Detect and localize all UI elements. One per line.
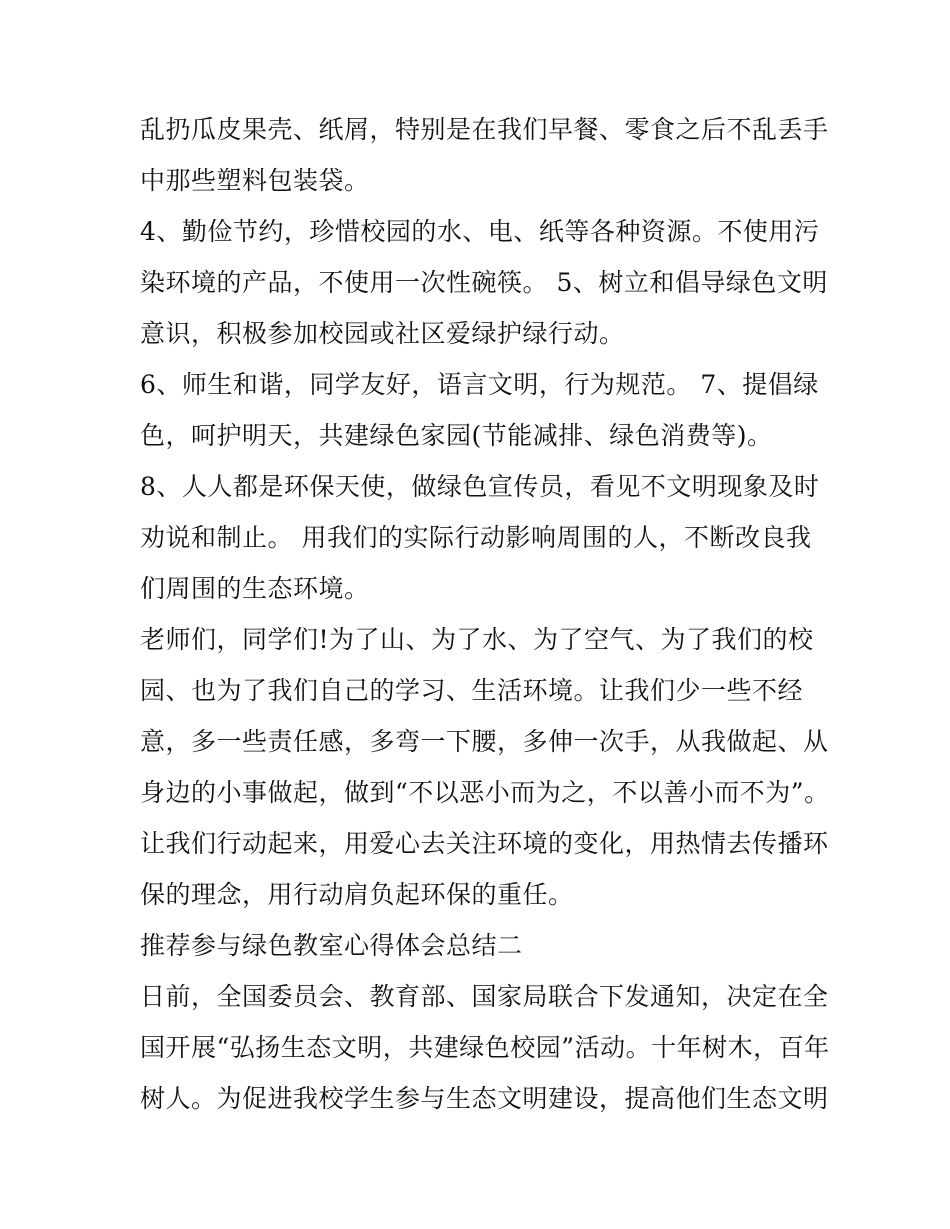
text-line: 中那些塑料包装袋。: [140, 166, 370, 195]
text-line: 6、师生和谐，同学友好，语言文明，行为规范。 7、提倡绿: [140, 370, 819, 399]
text-line: 意，多一些责任感，多弯一下腰，多伸一次手，从我做起、从: [140, 727, 829, 756]
text-line: 树人。为促进我校学生参与生态文明建设，提高他们生态文明: [140, 1084, 829, 1113]
text-line: 日前，全国委员会、教育部、国家局联合下发通知，决定在全: [140, 982, 829, 1011]
text-line: 4、勤俭节约，珍惜校园的水、电、纸等各种资源。不使用污: [140, 217, 820, 246]
text-line: 乱扔瓜皮果壳、纸屑，特别是在我们早餐、零食之后不乱丢手: [140, 115, 829, 144]
text-line: 身边的小事做起，做到“不以恶小而为之，不以善小而不为”。: [140, 778, 830, 807]
text-line: 色，呵护明天，共建绿色家园(节能减排、绿色消费等)。: [140, 421, 773, 450]
text-line: 国开展“弘扬生态文明，共建绿色校园”活动。十年树木，百年: [140, 1033, 830, 1062]
text-line: 劝说和制止。 用我们的实际行动影响周围的人，不断改良我: [140, 523, 812, 552]
text-line: 染环境的产品，不使用一次性碗筷。 5、树立和倡导绿色文明: [140, 268, 828, 297]
section-heading: 推荐参与绿色教室心得体会总结二: [140, 931, 523, 960]
document-body: [140, 104, 830, 1124]
text-line: 老师们，同学们!为了山、为了水、为了空气、为了我们的校: [140, 625, 814, 654]
text-line: 让我们行动起来，用爱心去关注环境的变化，用热情去传播环: [140, 829, 829, 858]
text-line: 8、人人都是环保天使，做绿色宣传员，看见不文明现象及时: [140, 472, 820, 501]
text-line: 们周围的生态环境。: [140, 574, 370, 603]
text-line: 保的理念，用行动肩负起环保的重任。: [140, 880, 574, 909]
text-line: 意识，积极参加校园或社区爱绿护绿行动。: [140, 319, 625, 348]
text-line: 园、也为了我们自己的学习、生活环境。让我们少一些不经: [140, 676, 804, 705]
